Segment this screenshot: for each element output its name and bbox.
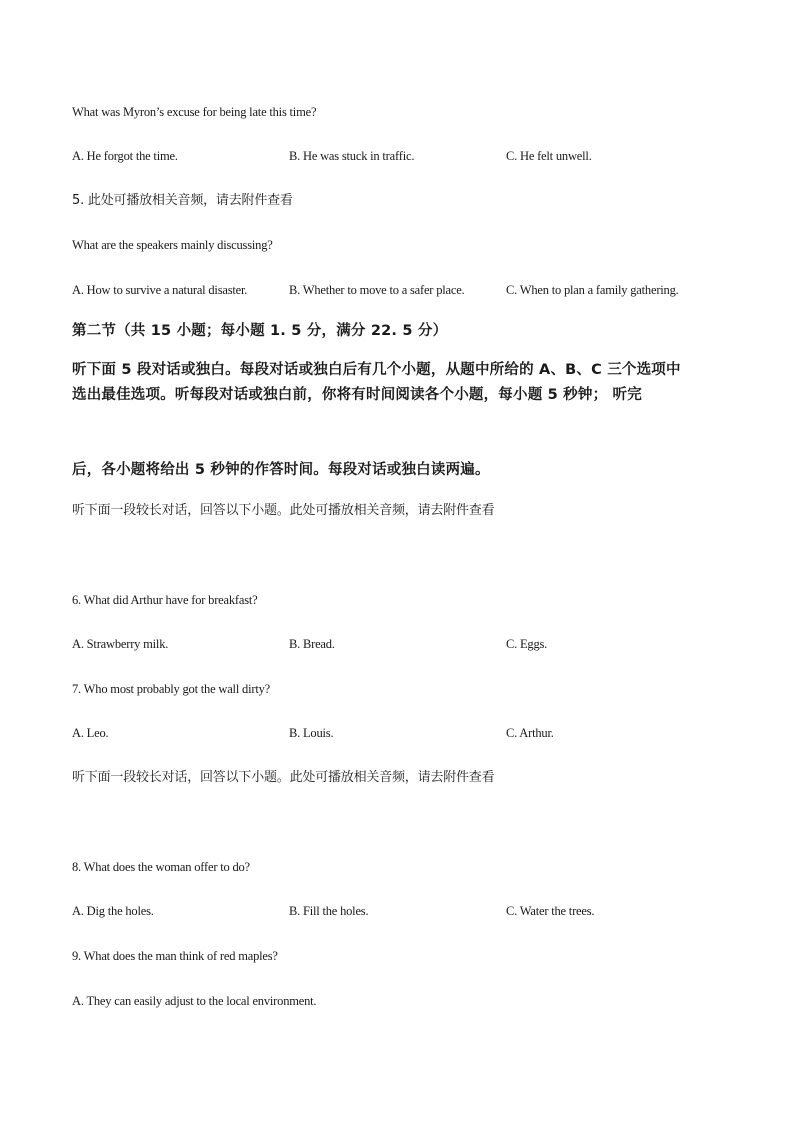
q8-option-a: A. Dig the holes. bbox=[72, 904, 154, 918]
q8-option-c: C. Water the trees. bbox=[506, 904, 595, 918]
section2-title: 第二节（共 15 小题；每小题 1. 5 分，满分 22. 5 分） bbox=[72, 323, 448, 339]
q5-audio-note: 5. 此处可播放相关音频，请去附件查看 bbox=[72, 193, 293, 208]
q4-question: What was Myron’s excuse for being late this time? bbox=[72, 105, 317, 119]
q9-option-a: A. They can easily adjust to the local environment. bbox=[72, 994, 317, 1008]
q6-option-c: C. Eggs. bbox=[506, 637, 548, 651]
q7-option-a: A. Leo. bbox=[72, 726, 109, 740]
q6-option-a: A. Strawberry milk. bbox=[72, 637, 169, 651]
section2-instruction-line2: 选出最佳选项。听每段对话或独白前，你将有时间阅读各个小题，每小题 5 秒钟； 听完 bbox=[72, 387, 642, 403]
q8-question: 8. What does the woman offer to do? bbox=[72, 860, 250, 874]
section2-instruction-line1: 听下面 5 段对话或独白。每段对话或独白后有几个小题，从题中所给的 A、B、C 三个选项中 bbox=[72, 362, 681, 378]
q6-option-b: B. Bread. bbox=[289, 637, 335, 651]
q4-option-a: A. He forgot the time. bbox=[72, 149, 178, 163]
q5-option-a: A. How to survive a natural disaster. bbox=[72, 283, 248, 297]
dialog2-note: 听下面一段较长对话，回答以下小题。此处可播放相关音频，请去附件查看 bbox=[72, 770, 495, 785]
dialog1-note: 听下面一段较长对话，回答以下小题。此处可播放相关音频，请去附件查看 bbox=[72, 503, 495, 518]
q7-option-b: B. Louis. bbox=[289, 726, 334, 740]
q5-option-b: B. Whether to move to a safer place. bbox=[289, 283, 465, 297]
q6-question: 6. What did Arthur have for breakfast? bbox=[72, 593, 258, 607]
q5-question: What are the speakers mainly discussing? bbox=[72, 238, 273, 252]
q7-question: 7. Who most probably got the wall dirty? bbox=[72, 682, 270, 696]
q4-option-b: B. He was stuck in traffic. bbox=[289, 149, 415, 163]
q8-option-b: B. Fill the holes. bbox=[289, 904, 369, 918]
q4-option-c: C. He felt unwell. bbox=[506, 149, 592, 163]
q7-option-c: C. Arthur. bbox=[506, 726, 554, 740]
q5-option-c: C. When to plan a family gathering. bbox=[506, 283, 679, 297]
section2-instruction-line3: 后，各小题将给出 5 秒钟的作答时间。每段对话或独白读两遍。 bbox=[72, 462, 490, 478]
q9-question: 9. What does the man think of red maples? bbox=[72, 949, 278, 963]
